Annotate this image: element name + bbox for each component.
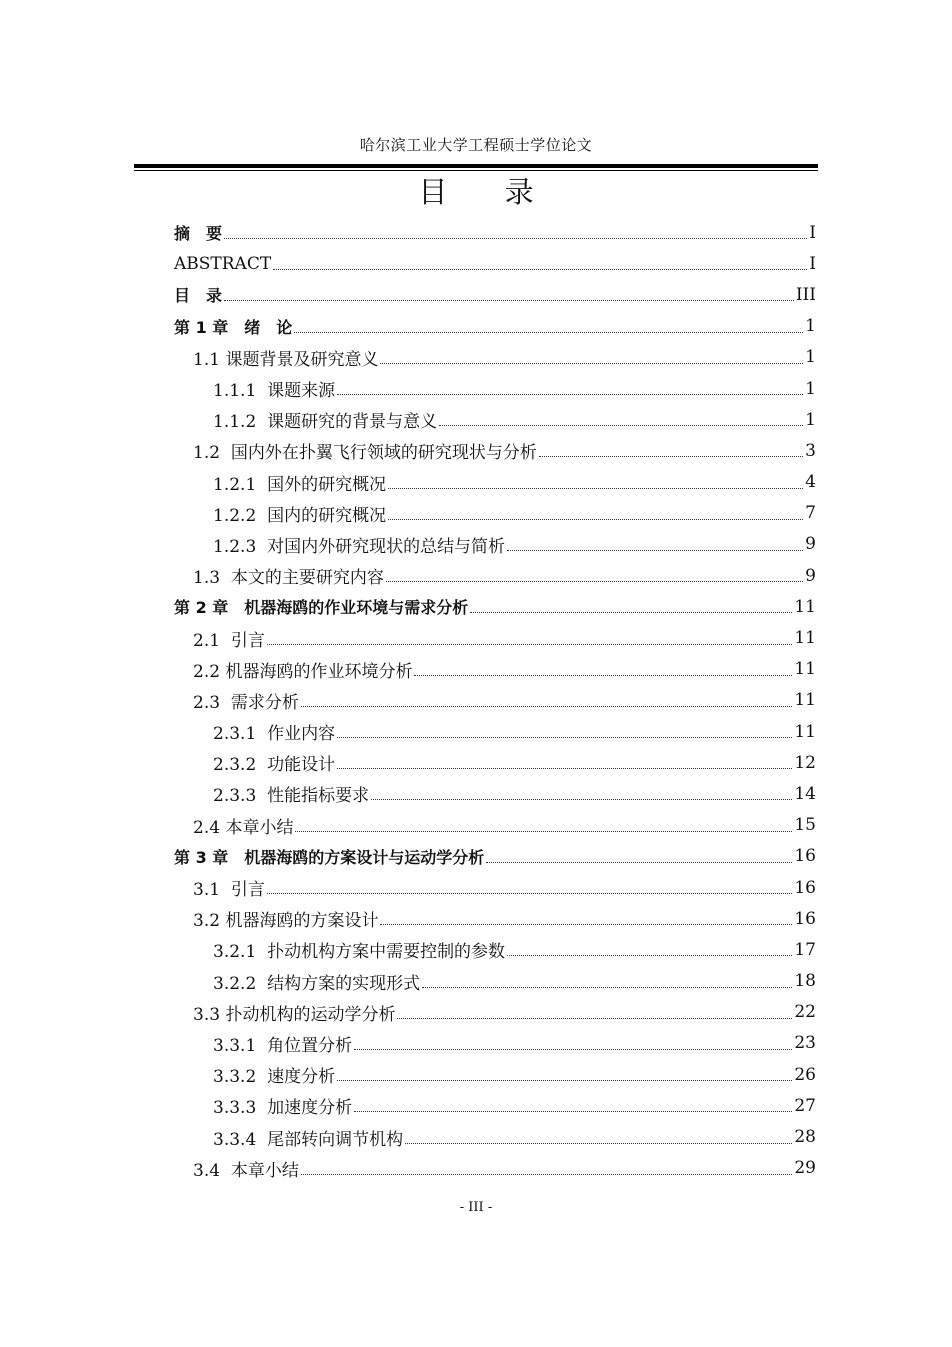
toc-dot-leader: [486, 862, 792, 863]
toc-entry-title: 3.3.3 加速度分析: [213, 1098, 353, 1119]
toc-entry-page: 16: [794, 846, 816, 867]
toc-entry-page: III: [795, 284, 816, 305]
toc-dot-leader: [507, 550, 803, 551]
toc-entry[interactable]: [174, 622, 816, 653]
toc-entry[interactable]: [174, 529, 816, 560]
toc-entry-title: 3.3.4 尾部转向调节机构: [213, 1129, 404, 1150]
toc-entry-page: 23: [794, 1033, 816, 1054]
toc-entry[interactable]: [174, 1028, 816, 1059]
toc-entry[interactable]: [174, 1121, 816, 1152]
toc-entry[interactable]: [174, 1153, 816, 1184]
toc-entry-page: 16: [794, 877, 816, 898]
toc-entry[interactable]: [174, 435, 816, 466]
header-rule-thick: [134, 164, 818, 168]
toc-dot-leader: [414, 675, 792, 676]
toc-entry-title: 3.2.2 结构方案的实现形式: [213, 973, 421, 994]
toc-entry[interactable]: [174, 997, 816, 1028]
toc-entry-title: 第 2 章 机器海鸥的作业环境与需求分析: [174, 598, 469, 618]
toc-entry-title: 2.4 本章小结: [193, 817, 294, 838]
toc-entry-page: 11: [794, 690, 816, 711]
toc-entry-page: 11: [794, 721, 816, 742]
toc-entry[interactable]: [174, 467, 816, 498]
toc-entry-page: 7: [805, 503, 816, 524]
toc-entry[interactable]: [174, 747, 816, 778]
toc-entry-title: 1.3 本文的主要研究内容: [193, 568, 384, 589]
toc-dot-leader: [386, 581, 803, 582]
toc-entry[interactable]: [174, 217, 816, 248]
toc-entry-page: 1: [805, 409, 816, 430]
toc-entry[interactable]: [174, 560, 816, 591]
toc-dot-leader: [224, 300, 794, 301]
toc-entry-title: 2.3 需求分析: [193, 692, 299, 713]
toc-entry-title: 3.4 本章小结: [193, 1160, 299, 1181]
toc-entry[interactable]: [174, 778, 816, 809]
toc-entry[interactable]: [174, 841, 816, 872]
toc-entry-title: 3.3 扑动机构的运动学分析: [193, 1004, 396, 1025]
toc-dot-leader: [267, 893, 793, 894]
page-title: 目 录: [418, 175, 558, 209]
toc-entry-page: 1: [805, 378, 816, 399]
toc-entry[interactable]: [174, 311, 816, 342]
toc-dot-leader: [397, 1018, 792, 1019]
toc-dot-leader: [388, 519, 803, 520]
toc-entry-page: 17: [794, 939, 816, 960]
toc-entry-page: 15: [794, 815, 816, 836]
toc-entry-page: 11: [794, 596, 816, 617]
page-number-footer: - III -: [459, 1200, 493, 1215]
toc-entry[interactable]: [174, 685, 816, 716]
toc-dot-leader: [507, 955, 792, 956]
toc-entry-title: 2.3.2 功能设计: [213, 755, 336, 776]
toc-dot-leader: [337, 394, 803, 395]
toc-entry[interactable]: [174, 654, 816, 685]
toc-entry-title: 摘 要: [174, 224, 223, 244]
toc-dot-leader: [380, 924, 792, 925]
toc-entry-page: 14: [794, 783, 816, 804]
toc-entry-page: I: [809, 253, 816, 274]
toc-dot-leader: [295, 831, 792, 832]
toc-entry-title: 1.2.2 国内的研究概况: [213, 505, 387, 526]
toc-entry-title: 3.1 引言: [193, 880, 265, 901]
toc-entry[interactable]: [174, 1090, 816, 1121]
toc-entry-page: 4: [805, 472, 816, 493]
toc-entry-title: 1.1.1 课题来源: [213, 381, 336, 402]
toc-entry-page: 9: [805, 565, 816, 586]
toc-dot-leader: [337, 737, 792, 738]
table-of-contents: [174, 217, 816, 1184]
toc-entry-page: 1: [805, 347, 816, 368]
toc-entry-page: 3: [805, 440, 816, 461]
toc-entry[interactable]: [174, 404, 816, 435]
toc-dot-leader: [301, 1174, 793, 1175]
toc-entry-title: 2.2 机器海鸥的作业环境分析: [193, 661, 413, 682]
toc-entry-title: 1.1 课题背景及研究意义: [193, 349, 379, 370]
toc-entry-page: 18: [794, 971, 816, 992]
toc-dot-leader: [337, 1080, 792, 1081]
toc-entry[interactable]: [174, 373, 816, 404]
toc-entry-title: 3.3.1 角位置分析: [213, 1035, 353, 1056]
toc-entry-title: 目 录: [174, 286, 223, 306]
toc-dot-leader: [380, 363, 803, 364]
toc-entry[interactable]: [174, 279, 816, 310]
toc-entry-page: 9: [805, 534, 816, 555]
toc-entry[interactable]: [174, 716, 816, 747]
toc-entry-title: 3.2 机器海鸥的方案设计: [193, 911, 379, 932]
toc-dot-leader: [405, 1143, 792, 1144]
toc-dot-leader: [301, 706, 793, 707]
toc-dot-leader: [224, 238, 807, 239]
toc-entry-page: 11: [794, 659, 816, 680]
toc-entry-title: 2.3.1 作业内容: [213, 724, 336, 745]
toc-dot-leader: [337, 768, 792, 769]
toc-dot-leader: [439, 425, 803, 426]
toc-entry[interactable]: [174, 903, 816, 934]
toc-entry-page: 1: [805, 316, 816, 337]
toc-entry[interactable]: [174, 934, 816, 965]
toc-entry-title: 1.2 国内外在扑翼飞行领域的研究现状与分析: [193, 443, 537, 464]
toc-dot-leader: [273, 269, 807, 270]
toc-entry-page: 29: [794, 1158, 816, 1179]
toc-dot-leader: [388, 488, 803, 489]
running-header: 哈尔滨工业大学工程硕士学位论文: [359, 136, 593, 154]
toc-entry-title: 3.2.1 扑动机构方案中需要控制的参数: [213, 942, 506, 963]
toc-entry[interactable]: [174, 810, 816, 841]
toc-dot-leader: [470, 612, 792, 613]
toc-entry-page: 12: [794, 752, 816, 773]
toc-entry-title: 1.1.2 课题研究的背景与意义: [213, 412, 438, 433]
toc-entry-page: 16: [794, 908, 816, 929]
toc-entry[interactable]: [174, 342, 816, 373]
toc-dot-leader: [294, 332, 803, 333]
toc-entry-title: 第 3 章 机器海鸥的方案设计与运动学分析: [174, 847, 485, 867]
toc-entry-page: I: [809, 222, 816, 243]
toc-entry-title: ABSTRACT: [174, 253, 272, 274]
toc-dot-leader: [371, 799, 792, 800]
toc-dot-leader: [354, 1111, 792, 1112]
toc-entry-title: 1.2.1 国外的研究概况: [213, 474, 387, 495]
toc-entry-page: 22: [794, 1002, 816, 1023]
toc-entry[interactable]: [174, 966, 816, 997]
toc-entry[interactable]: [174, 1059, 816, 1090]
toc-dot-leader: [422, 987, 792, 988]
toc-entry-title: 2.1 引言: [193, 630, 265, 651]
toc-entry[interactable]: [174, 248, 816, 279]
toc-entry[interactable]: [174, 498, 816, 529]
toc-entry-title: 3.3.2 速度分析: [213, 1067, 336, 1088]
toc-entry[interactable]: [174, 591, 816, 622]
toc-dot-leader: [539, 456, 803, 457]
toc-entry-title: 1.2.3 对国内外研究现状的总结与简析: [213, 536, 506, 557]
toc-entry-page: 11: [794, 628, 816, 649]
toc-entry-title: 第 1 章 绪 论: [174, 317, 293, 337]
toc-entry[interactable]: [174, 872, 816, 903]
toc-dot-leader: [354, 1049, 792, 1050]
toc-entry-title: 2.3.3 性能指标要求: [213, 786, 370, 807]
toc-dot-leader: [267, 644, 793, 645]
toc-entry-page: 27: [794, 1095, 816, 1116]
toc-entry-page: 28: [794, 1127, 816, 1148]
toc-entry-page: 26: [794, 1064, 816, 1085]
